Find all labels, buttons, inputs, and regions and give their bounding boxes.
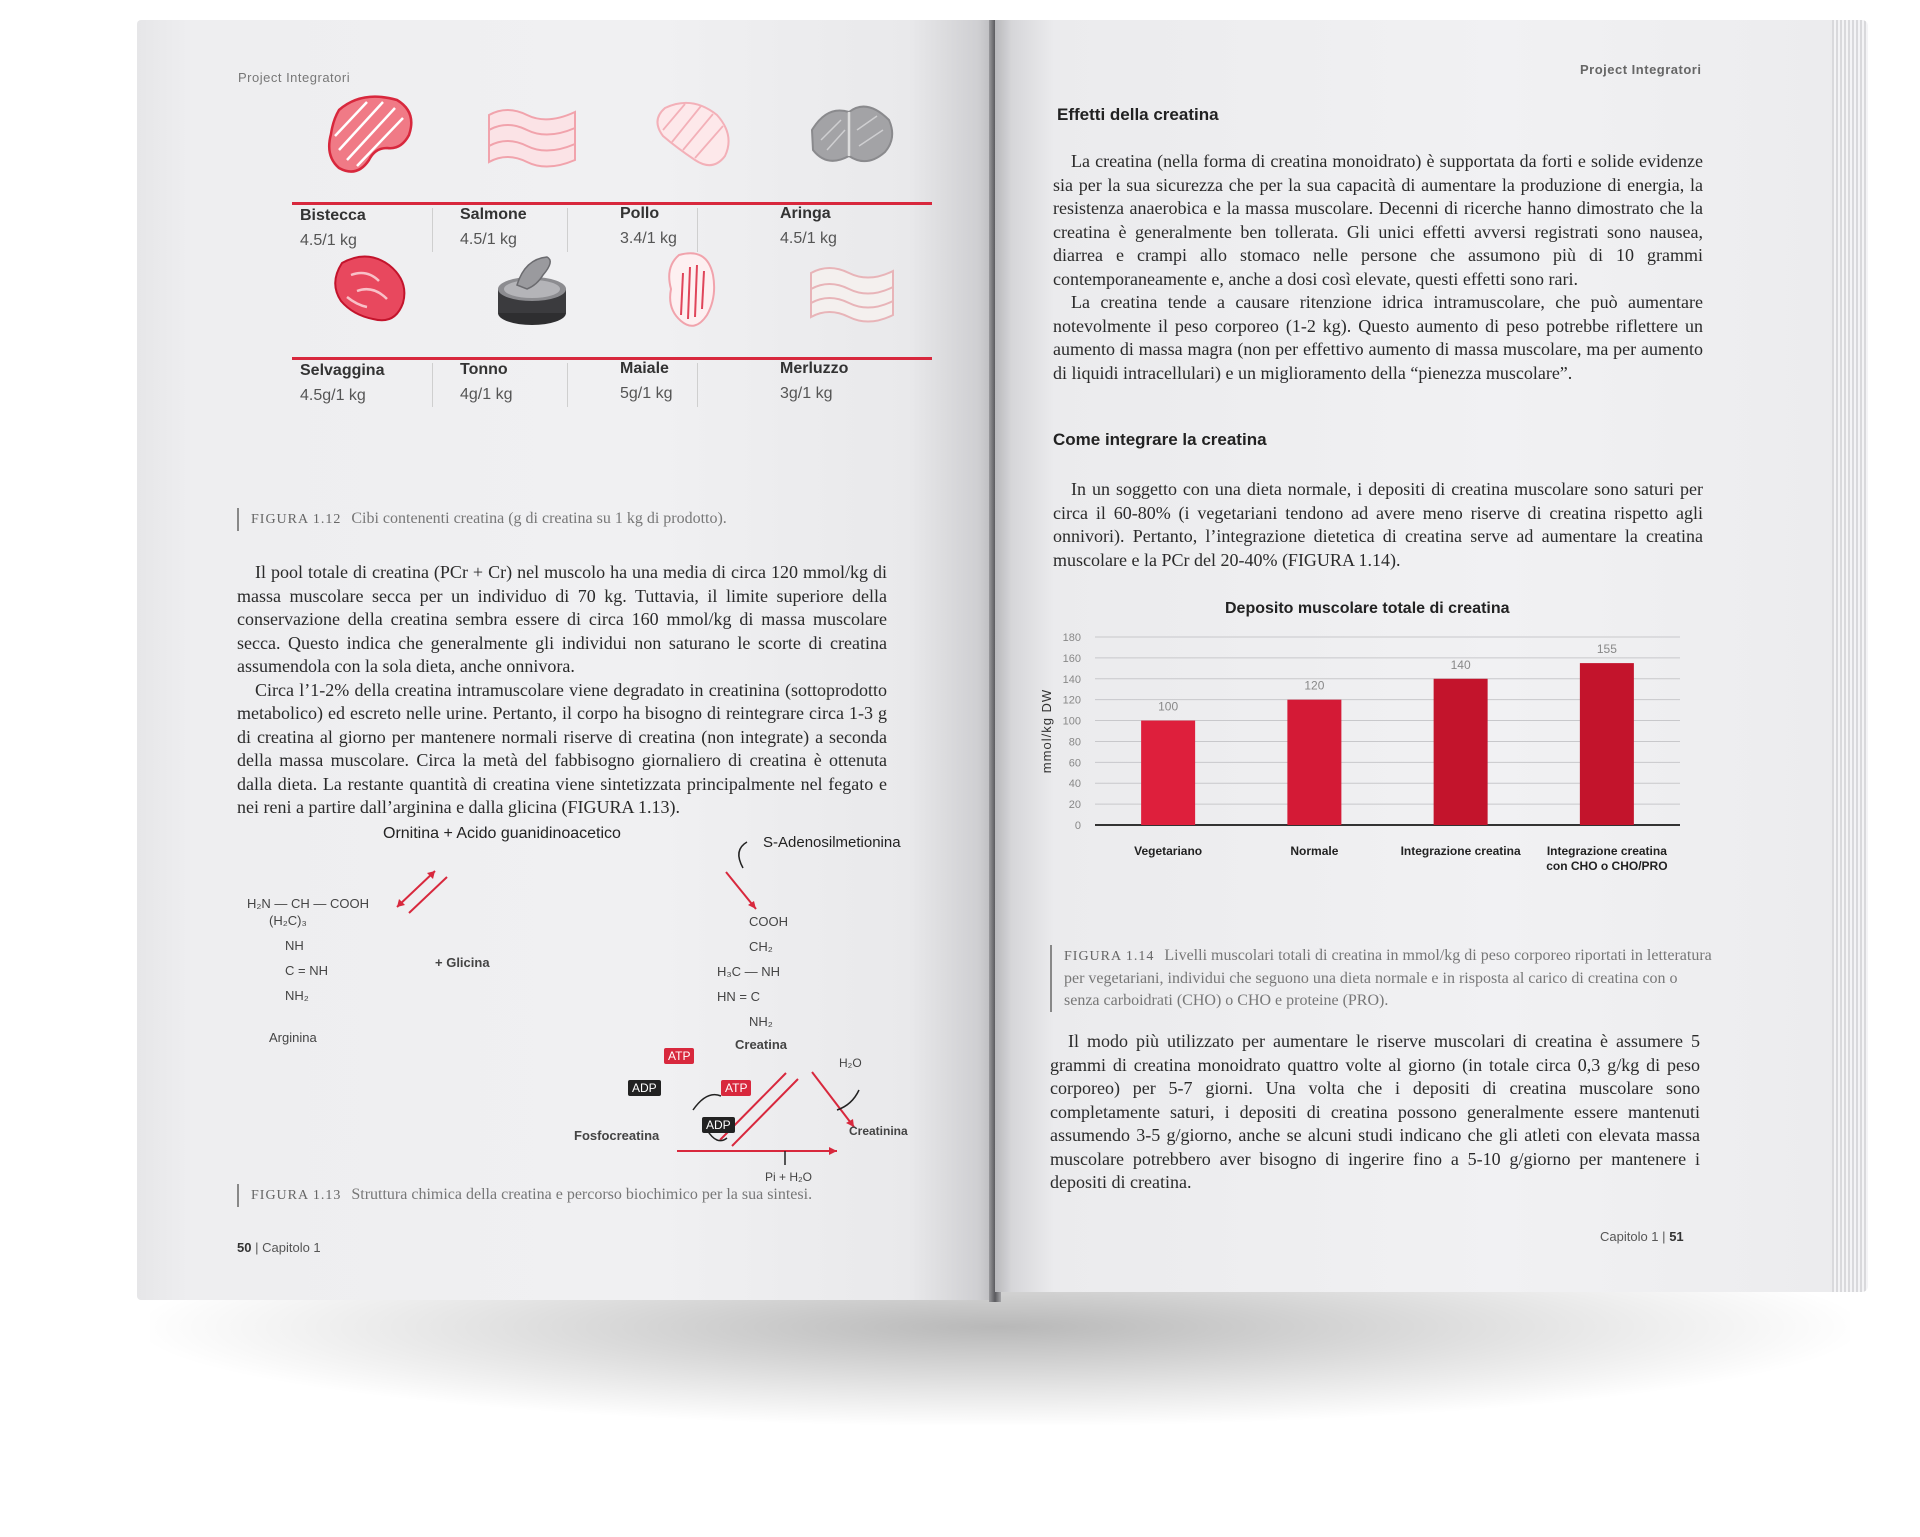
x-category-label: Vegetariano xyxy=(1134,844,1203,858)
section-heading: Effetti della creatina xyxy=(1057,105,1219,124)
y-tick-label: 160 xyxy=(1062,652,1081,665)
formula-line: CH₂ xyxy=(749,939,773,954)
food-name: Pollo xyxy=(620,205,660,222)
paragraph: La creatina (nella forma di creatina monoidrato) è supportata da forti e solide evidenze sia per la sua sicurezza che per la sua capacità di aumentare la produzione di energia, la resistenza anaerobica e la massa muscolare. Decenni di ricerche hanno dimostrato che la creatina è generalmente ben tollerata. Gli unici effetti avversi registrati sono nausea, diarrea e crampi allo stomaco nelle persone che assumono più di 10 grammi contemporaneamente e, anche a dosi così elevate, questi effetti sono rari. xyxy=(1053,151,1703,289)
figure-label: FIGURA 1.12 xyxy=(251,512,342,527)
pi-water-label: Pi + H₂O xyxy=(765,1170,813,1184)
figure-1-13-caption xyxy=(237,1184,891,1207)
page-edges xyxy=(1832,20,1868,1292)
chart-title: Deposito muscolare totale di creatina xyxy=(1225,600,1510,617)
figure-caption-text: Cibi contenenti creatina (g di creatina su 1 kg di prodotto). xyxy=(351,510,727,527)
bar-value-label: 100 xyxy=(1158,699,1179,714)
arginine-structure xyxy=(247,895,369,1004)
food-name: Maiale xyxy=(620,360,669,377)
figure-caption-text: Livelli muscolari totali di creatina in mmol/kg di peso corporeo riportati in letteratura per vegetariani, individui che seguono una dieta normale e in risposta al carico di creatina con o senza carboidrati (CHO) o CHO e proteine (PRO). xyxy=(1064,947,1712,1009)
chapter-label: Capitolo 1 xyxy=(1600,1229,1659,1244)
atp-badge: ATP xyxy=(721,1080,751,1096)
right-body-text-1 xyxy=(1053,150,1703,385)
arrow xyxy=(409,877,447,913)
running-head-right: Project Integratori xyxy=(1580,62,1702,77)
right-body-text-2 xyxy=(1053,478,1703,572)
creatinine-label: Creatinina xyxy=(849,1124,908,1138)
pathway-arrows xyxy=(137,20,995,1300)
y-tick-label: 20 xyxy=(1068,799,1081,812)
food-name: Tonno xyxy=(460,361,508,378)
bar-value-label: 140 xyxy=(1450,657,1471,672)
food-value: 3g/1 kg xyxy=(780,385,833,402)
page-folio-right xyxy=(1600,1229,1684,1244)
food-name: Merluzzo xyxy=(780,360,849,377)
figure-caption-text: Struttura chimica della creatina e percorso biochimico per la sua sintesi. xyxy=(351,1186,813,1203)
food-name: Aringa xyxy=(780,205,831,222)
adp-badge: ADP xyxy=(628,1080,661,1096)
running-head-left: Project Integratori xyxy=(238,70,351,85)
formula-line: H₃C — NH xyxy=(717,964,781,979)
food-name: Salmone xyxy=(460,206,527,223)
y-tick-label: 0 xyxy=(1074,820,1081,832)
food-name: Bistecca xyxy=(300,207,366,224)
figure-label: FIGURA 1.13 xyxy=(251,1188,342,1203)
atp-badge: ATP xyxy=(664,1048,694,1064)
formula-line: C = NH xyxy=(285,963,328,978)
y-tick-label: 100 xyxy=(1062,715,1081,728)
chapter-label: Capitolo 1 xyxy=(262,1240,321,1255)
y-tick-label: 180 xyxy=(1062,632,1081,644)
bar-value-label: 155 xyxy=(1596,642,1617,657)
folio-separator: | xyxy=(255,1240,259,1255)
sam-label: S-Adenosilmetionina xyxy=(763,834,901,851)
y-tick-label: 140 xyxy=(1062,673,1081,686)
page-number: 50 xyxy=(237,1240,252,1255)
formula-line: NH xyxy=(285,938,304,953)
bar xyxy=(1287,700,1341,825)
y-axis-label: mmol/kg DW xyxy=(1039,688,1054,774)
figure-label: FIGURA 1.14 xyxy=(1064,949,1155,964)
x-category-label: Integrazione creatina xyxy=(1546,844,1667,858)
arrow xyxy=(397,871,435,907)
food-name: Selvaggina xyxy=(300,362,385,379)
phosphocreatine-label: Fosfocreatina xyxy=(574,1128,660,1143)
bar xyxy=(1141,721,1195,825)
ornithine-label: Ornitina + Acido guanidinoacetico xyxy=(383,825,621,842)
food-value: 4.5/1 kg xyxy=(300,232,357,249)
arginine-label: Arginina xyxy=(269,1030,317,1045)
paragraph: Circa l’1-2% della creatina intramuscolare viene degradato in creatinina (sottoprodotto metabolico) ed escreto nelle urine. Pertanto, il corpo ha bisogno di reintegrare circa 1-3 g di creatina al giorno per mantenere normali riserve di creatina (non integrate) a seconda della massa muscolare. Circa la metà del fabbisogno giornaliero di creatina è ottenuta dalla dieta. La restante quantità di creatina viene sintetizzata principalmente nel fegato e nei reni a partire dall’arginina e dalla glicina (FIGURA 1.13). xyxy=(237,679,887,817)
food-value: 4.5g/1 kg xyxy=(300,387,366,404)
formula-line: COOH xyxy=(749,914,788,929)
creatine-bar-chart xyxy=(1035,625,1695,945)
left-page xyxy=(137,20,995,1300)
x-category-label: Normale xyxy=(1290,844,1339,858)
paragraph: Il pool totale di creatina (PCr + Cr) nel muscolo ha una media di circa 120 mmol/kg di massa muscolare secca per un individuo di 70 kg. Tuttavia, il limite superiore della conservazione della creatina sembra essere di circa 160 mmol/kg di massa muscolare secca. Questo indica che generalmente gli individui non saturano le scorte di creatina assumendola con la sola dieta, anche onnivora. xyxy=(237,562,887,676)
paragraph: Il modo più utilizzato per aumentare le riserve muscolari di creatina è assumere 5 grammi di creatina monoidrato quattro volte al giorno (in totale circa 0,3 g/kg di peso corporeo) per 5-7 giorni. Una volta che i depositi di creatina muscolare sono completamente saturi, i depositi di creatina possono generalmente essere mantenuti assumendo 3-5 g/giorno, anche se alcuni studi indicano che gli atleti con elevata massa muscolare potrebbero aver bisogno di ingerire fino a 5-10 g/giorno per mantenere i depositi di creatina. xyxy=(1050,1031,1700,1192)
creatine-label: Creatina xyxy=(735,1037,788,1052)
x-category-label: Integrazione creatina xyxy=(1400,844,1521,858)
food-value: 4g/1 kg xyxy=(460,386,513,403)
book-shadow xyxy=(150,1285,1850,1425)
x-category-label: con CHO o CHO/PRO xyxy=(1546,859,1668,873)
food-value: 5g/1 kg xyxy=(620,385,673,402)
y-tick-label: 120 xyxy=(1062,694,1081,707)
creatine-structure xyxy=(717,913,788,1030)
formula-line: (H₂C)₃ xyxy=(269,913,307,928)
right-body-text-3 xyxy=(1050,1030,1700,1195)
section-heading: Come integrare la creatina xyxy=(1053,430,1267,449)
right-page xyxy=(995,20,1835,1292)
food-value: 3.4/1 kg xyxy=(620,230,677,247)
formula-line: HN = C xyxy=(717,989,760,1004)
adp-badge: ADP xyxy=(702,1117,735,1133)
bar-value-label: 120 xyxy=(1304,678,1325,693)
food-value: 4.5/1 kg xyxy=(780,230,837,247)
formula-line: NH₂ xyxy=(749,1014,773,1029)
page-folio-left xyxy=(237,1240,321,1255)
glycine-label: + Glicina xyxy=(435,955,490,970)
figure-1-14-caption xyxy=(1050,945,1714,1012)
bar xyxy=(1434,679,1488,825)
paragraph: In un soggetto con una dieta normale, i depositi di creatina muscolare sono saturi per circa il 60-80% (i vegetariani tendono ad avere meno riserve di creatina rispetto agli onnivori). Pertanto, l’integrazione dietetica di creatina serve ad aumentare la creatina muscolare e la PCr del 20-40% (FIGURA 1.14). xyxy=(1053,479,1703,570)
y-tick-label: 60 xyxy=(1068,757,1081,770)
food-value: 4.5/1 kg xyxy=(460,231,517,248)
bar xyxy=(1580,663,1634,825)
arrow xyxy=(812,1072,854,1127)
formula-line: H₂N — CH — COOH xyxy=(247,896,370,911)
paragraph: La creatina tende a causare ritenzione idrica intramuscolare, che può aumentare notevolmente il peso corporeo (1-2 kg). Questo aumento di peso potrebbe riflettere un aumento di massa magra (non per effettivo aumento di massa muscolare, ma per aumento di liquidi intracellulari) e un miglioramento della “pienezza muscolare”. xyxy=(1053,292,1703,383)
y-tick-label: 80 xyxy=(1068,736,1081,749)
page-number: 51 xyxy=(1669,1229,1684,1244)
y-tick-label: 40 xyxy=(1068,778,1081,791)
water-label: H₂O xyxy=(839,1056,862,1070)
folio-separator: | xyxy=(1662,1229,1666,1244)
formula-line: NH₂ xyxy=(285,988,309,1003)
